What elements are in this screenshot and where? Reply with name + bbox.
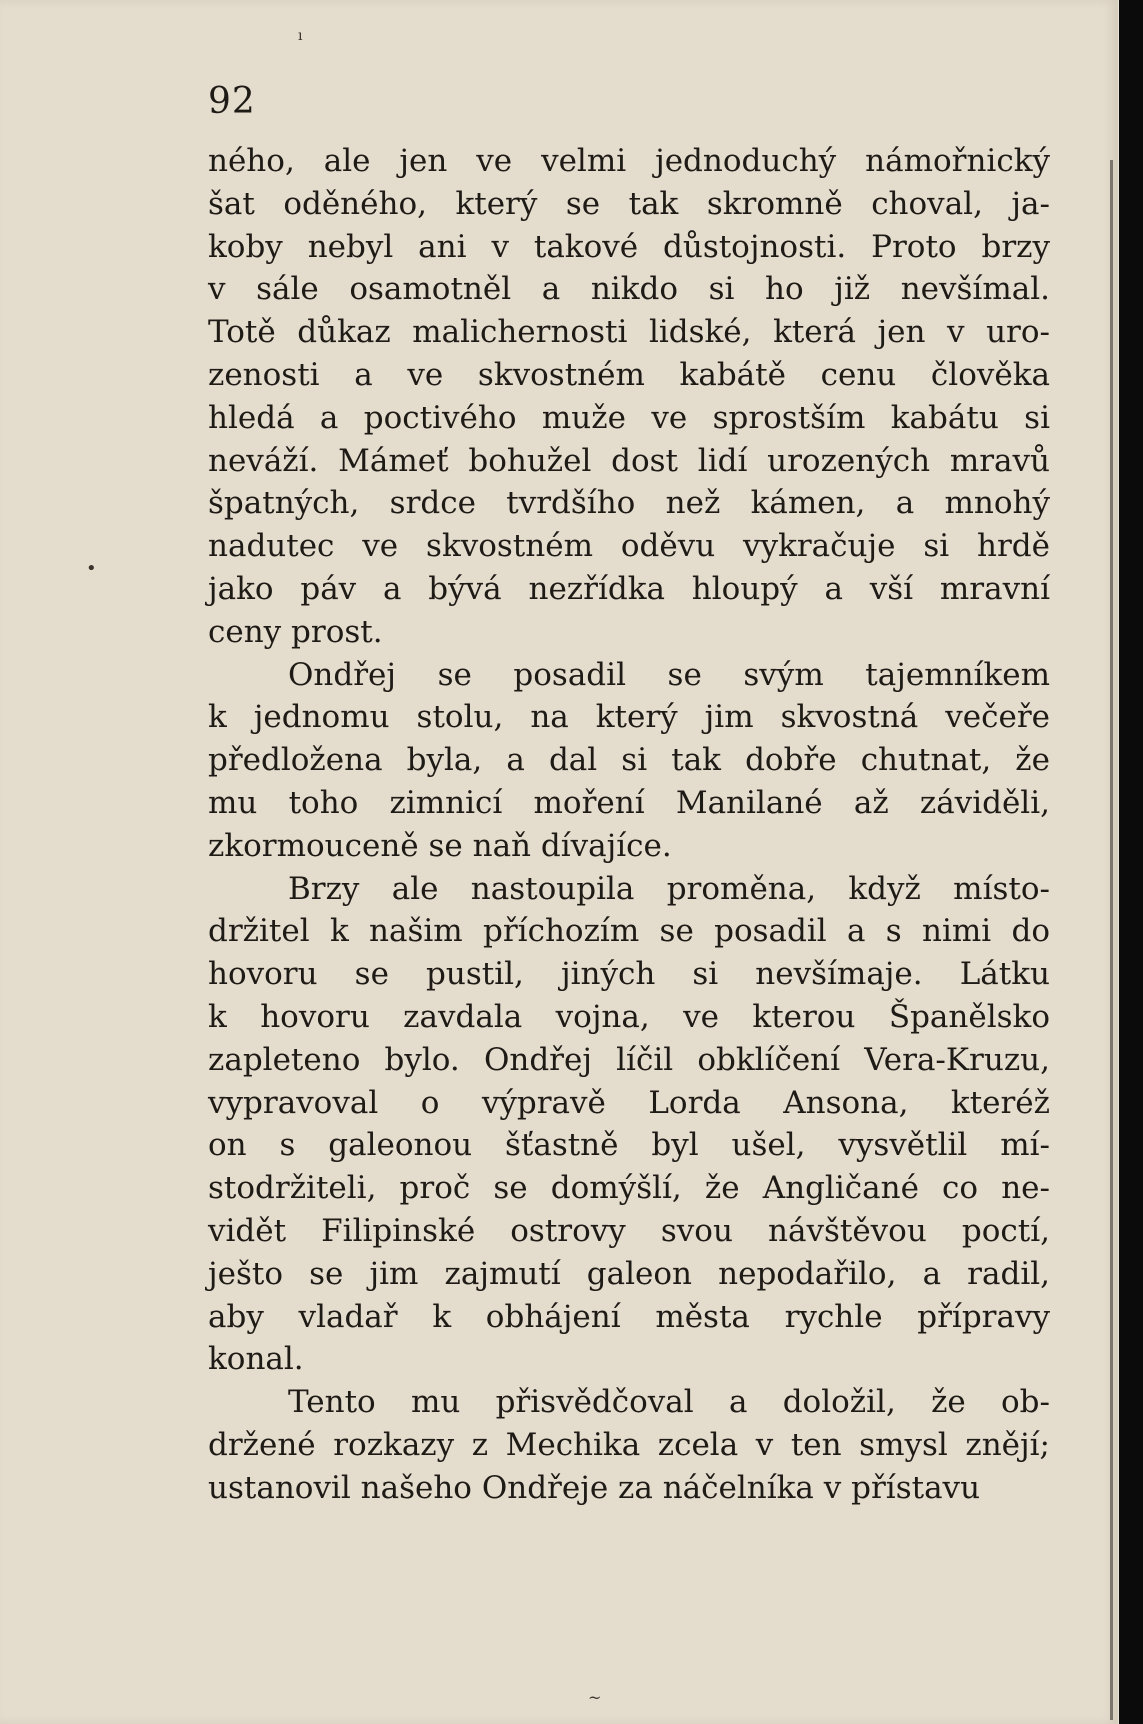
text-line: k hovoru zavdala vojna, ve kterou Španělsko [208,998,1050,1035]
scan-dark-edge [1119,0,1143,1724]
binding-shadow [1110,160,1113,1720]
scan-speck: ~ [588,1688,602,1707]
text-line: stodržiteli, proč se domýšlí, že Angličané co ne- [208,1170,1050,1207]
text-line: jako páv a bývá nezřídka hloupý a vší mravní [208,570,1050,607]
text-line: neváží. Mámeť bohužel dost lidí urozených mravů [208,442,1050,479]
text-line: aby vladař k obhájení města rychle přípravy [208,1298,1050,1335]
scan-speck: • [86,558,97,579]
text-line: držitel k našim příchozím se posadil a s nimi do [208,913,1050,950]
text-line: Ondřej se posadil se svým tajemníkem [288,656,1050,693]
text-line: držené rozkazy z Mechika zcela v ten smysl znějí; [208,1426,1050,1463]
text-line: zapleteno bylo. Ondřej líčil obklíčení Vera-Kruzu, [208,1041,1050,1078]
text-line: k jednomu stolu, na který jim skvostná večeře [208,699,1050,736]
text-line: ješto se jim zajmutí galeon nepodařilo, a radil, [208,1255,1050,1292]
text-line: hovoru se pustil, jiných si nevšímaje. Látku [208,956,1050,993]
text-line: Tento mu přisvědčoval a doložil, že ob- [288,1384,1050,1421]
text-line: zenosti a ve skvostném kabátě cenu člověka [208,356,1050,393]
text-line: mu toho zimnicí moření Manilané až záviděli, [208,784,1050,821]
text-line: ceny prost. [208,613,383,650]
text-line: předložena byla, a dal si tak dobře chutnat, že [208,742,1050,779]
text-line: konal. [208,1341,304,1378]
text-line: nadutec ve skvostném oděvu vykračuje si hrdě [208,528,1050,565]
text-line: špatných, srdce tvrdšího než kámen, a mnohý [208,485,1050,522]
text-block [208,76,1050,1510]
text-line: on s galeonou šťastně byl ušel, vysvětlil mí- [208,1127,1050,1164]
text-line: hledá a poctivého muže ve sprostším kabátu si [208,399,1050,436]
text-line: ného, ale jen ve velmi jednoduchý námořnický [208,143,1050,179]
text-line: Brzy ale nastoupila proměna, když místo- [288,870,1050,907]
text-line: Totě důkaz malichernosti lidské, která jen v uro- [208,314,1050,351]
page-number: 92 [208,81,256,122]
scan-speck: ı [298,28,303,44]
text-line: v sále osamotněl a nikdo si ho již nevšímal. [208,271,1050,308]
text-line: šat oděného, který se tak skromně choval, ja- [208,185,1050,222]
text-line: vypravoval o výpravě Lorda Ansona, kteréž [208,1084,1050,1121]
text-line: ustanovil našeho Ondřeje za náčelníka v přístavu [208,1469,981,1506]
text-line: koby nebyl ani v takové důstojnosti. Proto brzy [208,228,1050,265]
text-line: zkormouceně se naň dívajíce. [208,827,672,864]
text-line: vidět Filipinské ostrovy svou návštěvou poctí, [208,1212,1050,1249]
